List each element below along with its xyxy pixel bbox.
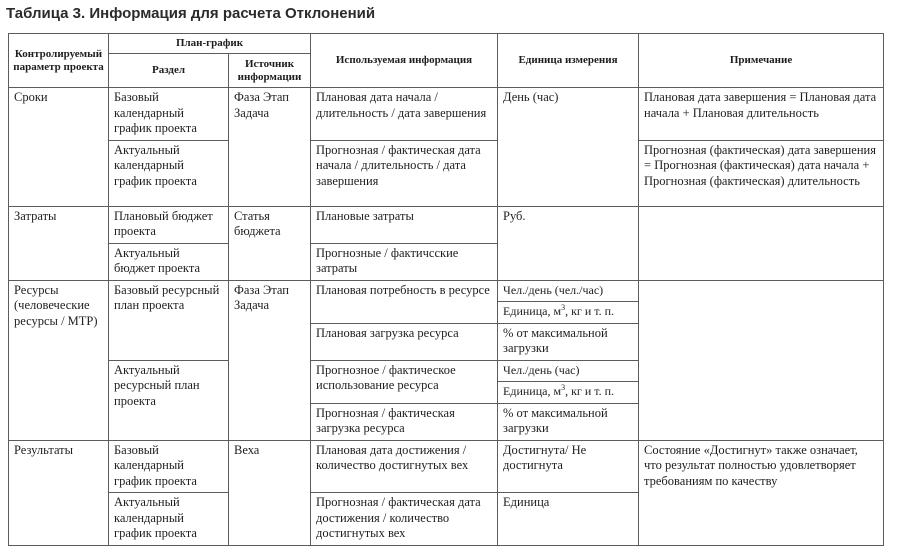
info-rezultaty-forecast: Прогнозная / фактическая дата достижения / количество достигнутых вех	[311, 493, 498, 546]
note-sroki-forecast: Прогнозная (фактическая) дата завершения = Прогнозная (фактическая) дата начала + Прогнозная (фактическая) длительность	[639, 140, 884, 206]
section-sroki-base: Базовый календарный график проекта	[109, 88, 229, 141]
unit-rezultaty-count: Единица	[498, 493, 639, 546]
unit-zatraty: Руб.	[498, 206, 639, 280]
info-rezultaty-plan: Плановая дата достижения / количество достигнутых вех	[311, 440, 498, 493]
info-zatraty-plan: Плановые затраты	[311, 206, 498, 243]
unit-resursy-manday: Чел./день (чел./час)	[498, 280, 639, 302]
info-zatraty-forecast: Прогнозные / фактичсские затраты	[311, 243, 498, 280]
unit-resursy-unit: Единица, $м^3$, кг и т. п.	[498, 302, 639, 324]
param-rezultaty: Результаты	[9, 440, 109, 545]
info-sroki-forecast: Прогнозная / фактическая дата начала / длительность / дата завершения	[311, 140, 498, 206]
info-resursy-load: Плановая загрузка ресурса	[311, 323, 498, 360]
info-resursy-forecast-load: Прогнозная / фактическая загрузка ресурса	[311, 403, 498, 440]
note-rezultaty: Состояние «Достигнут» также означает, что результат полностью удовлетворяет требованиям по качеству	[639, 440, 884, 545]
section-resursy-actual: Актуальный ресурсный план проекта	[109, 360, 229, 440]
section-rezultaty-base: Базовый календарный график проекта	[109, 440, 229, 493]
param-sroki: Сроки	[9, 88, 109, 207]
section-rezultaty-actual: Актуальный календарный график проекта	[109, 493, 229, 546]
deviation-info-table	[8, 33, 884, 546]
section-zatraty-plan: Плановый бюджет проекта	[109, 206, 229, 243]
note-resursy	[639, 280, 884, 440]
note-sroki-plan: Плановая дата завершения = Плановая дата начала + Плановая длительность	[639, 88, 884, 141]
unit-sroki: День (час)	[498, 88, 639, 207]
unit-rezultaty-status: Достигнута/ Не достигнута	[498, 440, 639, 493]
info-resursy-need: Плановая потребность в ресурсе	[311, 280, 498, 323]
section-zatraty-actual: Актуальный бюджет проекта	[109, 243, 229, 280]
table-title: Таблица 3. Информация для расчета Отклонений	[6, 5, 376, 22]
source-resursy: Фаза Этап Задача	[229, 280, 311, 440]
header-section: Раздел	[109, 54, 229, 88]
header-plan: План-график	[109, 34, 311, 54]
section-sroki-actual: Актуальный календарный график проекта	[109, 140, 229, 206]
header-note: Примечание	[639, 34, 884, 88]
info-resursy-usage: Прогнозное / фактическое использование ресурса	[311, 360, 498, 403]
param-zatraty: Затраты	[9, 206, 109, 280]
note-zatraty	[639, 206, 884, 280]
source-zatraty: Статья бюджета	[229, 206, 311, 280]
section-resursy-base: Базовый ресурсный план проекта	[109, 280, 229, 360]
unit-resursy-percent-actual: % от максимальной загрузки	[498, 403, 639, 440]
unit-resursy-percent: % от максимальной загрузки	[498, 323, 639, 360]
info-sroki-plan: Плановая дата начала / длительность / дата завершения	[311, 88, 498, 141]
source-sroki: Фаза Этап Задача	[229, 88, 311, 207]
param-resursy: Ресурсы (человеческие ресурсы / МТР)	[9, 280, 109, 440]
header-info: Используемая информация	[311, 34, 498, 88]
source-rezultaty: Веха	[229, 440, 311, 545]
unit-resursy-manday-actual: Чел./день (час)	[498, 360, 639, 382]
header-source: Источник информации	[229, 54, 311, 88]
header-unit: Единица измерения	[498, 34, 639, 88]
unit-resursy-unit-actual: Единица, $м^3$, кг и т. п.	[498, 382, 639, 404]
header-param: Контролируемый параметр проекта	[9, 34, 109, 88]
